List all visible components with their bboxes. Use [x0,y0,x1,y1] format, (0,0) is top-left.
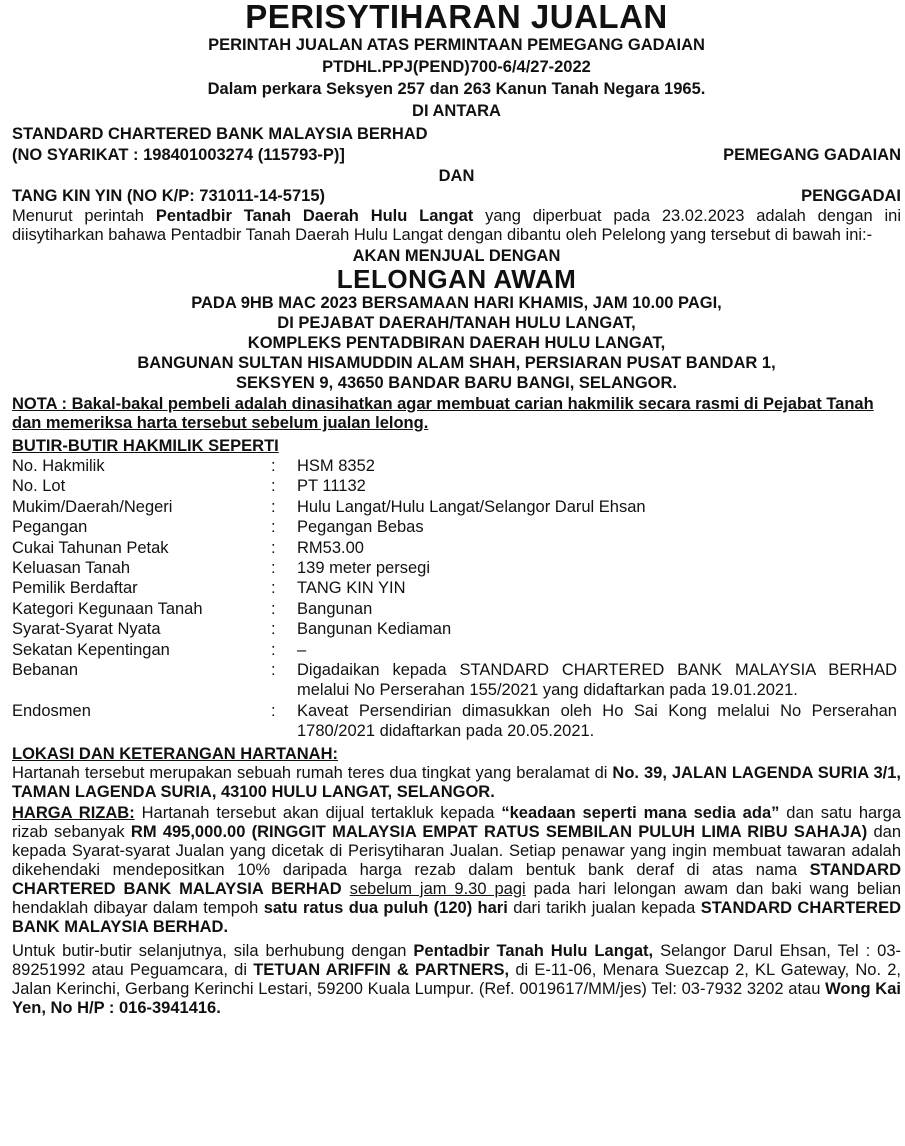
intro-paragraph [12,207,901,245]
title-detail-label: Pegangan [12,518,88,537]
nota-notice: NOTA : Bakal-bakal pembeli adalah dinasihatkan agar membuat carian hakmilik secara rasmi di Pejabat Tanah dan memeriksa harta tersebut sebelum jualan lelong. [12,395,874,432]
title-details-heading: BUTIR-BUTIR HAKMILIK SEPERTI [12,437,279,455]
reserve-period: satu ratus dua puluh (120) hari [263,898,508,917]
title-detail-label: No. Hakmilik [12,457,105,475]
title-detail-colon: : [271,477,276,496]
intro-land-office: Pentadbir Tanah Daerah Hulu Langat [155,207,474,225]
title-detail-colon: : [271,579,276,598]
contact-text-1: Untuk butir-butir selanjutnya, sila berhubung dengan [12,941,414,960]
title-details-table [12,456,897,742]
reserve-text-4 [342,880,350,898]
venue-line-1: DI PEJABAT DAERAH/TANAH HULU LANGAT, [277,314,636,332]
title-detail-label: No. Lot [12,477,66,496]
proclamation-of-sale [12,0,901,1018]
contact-lawyer: TETUAN ARIFFIN & PARTNERS, [253,960,510,979]
title-detail-value: Kaveat Persendirian dimasukkan oleh Ho Sai Kong melalui No Perserahan 1780/2021 didaftarkan pada 20.05.2021. [297,701,897,741]
auction-date: PADA 9HB MAC 2023 BERSAMAAN HARI KHAMIS, JAM 10.00 PAGI, [191,294,722,312]
contact-text-2: Selangor Darul Ehsan, Tel : 03-89251992 atau Peguamcara, di [12,941,902,979]
title-detail-colon: : [271,559,276,578]
location-paragraph [12,764,901,802]
intro-text-1: Menurut perintah [12,207,156,225]
title-detail-row [12,599,897,619]
reserve-bank: STANDARD CHARTERED BANK MALAYSIA BERHAD [12,860,901,898]
title-detail-row [12,476,897,496]
reserve-heading: HARGA RIZAB: [12,803,135,822]
reserve-paragraph [12,804,901,937]
title-detail-label: Kategori Kegunaan Tanah [12,599,203,618]
title-detail-row [12,517,897,537]
title-detail-colon: : [271,518,276,537]
reserve-text-3: dan kepada Syarat-syarat Jualan yang dicetak di Perisytiharan Jualan. Setiap penawar yang ingin membuat tawaran adalah dikehendaki mendepositkan 10% daripada harga rezab dalam bentuk bank deraf di atas nama [12,822,901,879]
title-detail-colon: : [271,620,276,639]
title-detail-row [12,538,897,558]
auction-type: LELONGAN AWAM [336,264,577,294]
reference-number: PTDHL.PPJ(PEND)700-6/4/27-2022 [322,58,591,76]
title-detail-colon: : [271,640,276,659]
title-detail-label: Endosmen [12,701,91,720]
contact-auctioneer: Wong Kai Yen, No H/P : 016-3941416. [12,979,901,1017]
chargee-name-text: STANDARD CHARTERED BANK MALAYSIA BERHAD [12,125,428,143]
venue-line-3: BANGUNAN SULTAN HISAMUDDIN ALAM SHAH, PERSIARAN PUSAT BANDAR 1, [137,354,776,372]
contact-paragraph [12,942,901,1018]
title-detail-row [12,558,897,578]
reserve-text-6: dari tarikh jualan kepada [507,898,701,917]
title-detail-value: PT 11132 [297,477,366,496]
title-detail-label: Mukim/Daerah/Negeri [12,497,173,516]
title-detail-row [12,660,897,701]
chargor-name: TANG KIN YIN (NO K/P: 731011-14-5715) [12,187,326,205]
title-detail-row [12,578,897,598]
document-title: PERISYTIHARAN JUALAN [245,0,668,35]
and-label: DAN [438,167,475,185]
title-detail-colon: : [271,497,276,516]
title-detail-colon: : [271,538,276,557]
title-detail-label: Bebanan [12,661,79,680]
title-detail-label: Cukai Tahunan Petak [12,538,169,557]
between-label: DI ANTARA [412,102,501,120]
location-heading: LOKASI DAN KETERANGAN HARTANAH: [12,744,339,763]
title-detail-row [12,701,897,742]
title-detail-row [12,640,897,660]
title-detail-value: Hulu Langat/Hulu Langat/Selangor Darul Ehsan [297,497,646,516]
title-detail-colon: : [271,661,276,680]
title-detail-row [12,497,897,517]
chargor-role: PENGGADAI [801,187,901,205]
property-address: No. 39, JALAN LAGENDA SURIA 3/1, TAMAN LAGENDA SURIA, 43100 HULU LANGAT, SELANGOR. [12,763,901,801]
title-detail-label: Keluasan Tanah [12,559,131,578]
chargor-row [12,186,901,207]
contact-office: Pentadbir Tanah Hulu Langat, [413,941,654,960]
title-detail-value: Pegangan Bebas [297,518,424,537]
title-detail-label: Sekatan Kepentingan [12,640,170,659]
location-text: Hartanah tersebut merupakan sebuah rumah teres dua tingkat yang beralamat di [12,763,613,782]
title-detail-row [12,456,897,476]
reserve-bank-2: STANDARD CHARTERED BANK MALAYSIA BERHAD. [12,898,901,936]
reserve-deadline: sebelum jam 9.30 pagi [349,879,526,898]
venue-line-2: KOMPLEKS PENTADBIRAN DAERAH HULU LANGAT, [247,334,666,352]
contact-text-3: di E-11-06, Menara Suezcap 2, KL Gateway, No. 2, Jalan Kerinchi, Gerbang Kerinchi Lestari, 59200 Kuala Lumpur. (Ref. 0019617/MM/jes) Tel: 03-7932 3202 atau [12,960,901,998]
intro-text-2: yang diperbuat pada 23.02.2023 adalah dengan ini diisytiharkan bahawa Pentadbir Tanah Daerah Hulu Langat dengan dibantu oleh Pelelong yang tersebut di bawah ini:- [12,207,902,244]
reserve-text-5: pada hari lelongan awam dan baki wang belian hendaklah dibayar dalam tempoh [12,879,902,917]
title-detail-colon: : [271,599,276,618]
title-detail-row [12,619,897,639]
title-detail-colon: : [271,701,276,720]
chargee-registration: (NO SYARIKAT : 198401003274 (115793-P)] [12,146,345,164]
title-detail-colon: : [271,457,276,475]
title-detail-value: TANG KIN YIN [297,579,406,598]
title-detail-value: RM53.00 [297,538,364,557]
chargee-role: PEMEGANG GADAIAN [723,146,901,164]
title-detail-label: Syarat-Syarat Nyata [12,620,161,639]
chargee-name [12,124,901,145]
title-detail-value: Bangunan [297,599,373,618]
title-detail-value: Bangunan Kediaman [297,620,452,639]
venue-line-4: SEKSYEN 9, 43650 BANDAR BARU BANGI, SELANGOR. [235,374,677,392]
reserve-condition: “keadaan seperti mana sedia ada” [501,803,780,822]
reserve-text-1: Hartanah tersebut akan dijual tertakluk kepada [134,803,502,822]
title-detail-value: – [297,640,307,659]
title-detail-value: 139 meter persegi [297,559,430,578]
title-detail-label: Pemilik Berdaftar [12,579,138,598]
reserve-amount: RM 495,000.00 (RINGGIT MALAYSIA EMPAT RATUS SEMBILAN PULUH LIMA RIBU SAHAJA) [130,822,868,841]
title-detail-value: Digadaikan kepada STANDARD CHARTERED BANK MALAYSIA BERHAD melalui No Perserahan 155/2021 yang didaftarkan pada 19.01.2021. [297,661,897,700]
legal-matter: Dalam perkara Seksyen 257 dan 263 Kanun Tanah Negara 1965. [207,80,706,98]
reserve-text-2: dan satu harga rizab sebanyak [12,803,902,841]
auction-lead: AKAN MENJUAL DENGAN [352,247,561,265]
order-type: PERINTAH JUALAN ATAS PERMINTAAN PEMEGANG GADAIAN [208,36,705,54]
title-detail-value: HSM 8352 [297,457,375,475]
chargee-row [12,145,901,166]
